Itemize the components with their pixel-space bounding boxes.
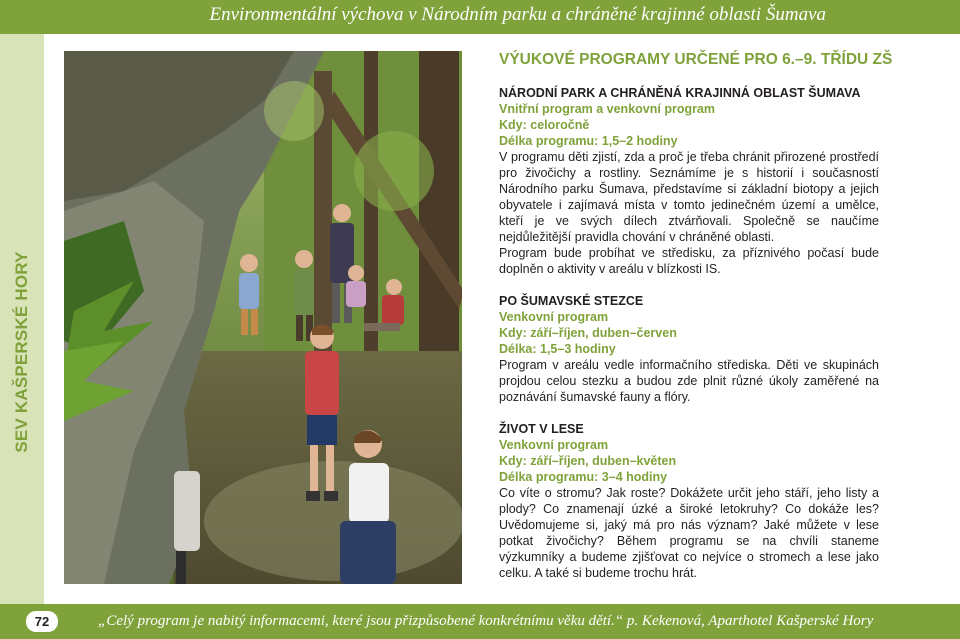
program-section-np-chko (499, 85, 879, 277)
program-type: Venkovní program (499, 310, 609, 324)
program-title: PO ŠUMAVSKÉ STEZCE (499, 294, 644, 308)
program-paragraph: V programu děti zjistí, zda a proč je třeba chránit přirozené prostředí pro živočichy a rostliny. Seznámíme je s historií i současností Národního parku Šumava, představíme si základní biotopy a jejich obyvatele i zajímavá místa v tomto jedinečném území a umělce, kteří je ve svých dílech ztvárňovali. Společně se naučíme nejdůležitější pravidla chování v chráněné oblasti. (499, 150, 879, 244)
program-duration: Délka programu: 3–4 hodiny (499, 470, 668, 484)
program-type: Venkovní program (499, 438, 609, 452)
programs-column (499, 50, 893, 597)
program-title: ŽIVOT V LESE (499, 422, 584, 436)
header-title: Environmentální výchova v Národním parku a chráněné krajinné oblasti Šumava (209, 4, 826, 25)
header-bar (0, 0, 960, 34)
photo-children-at-rock (64, 51, 462, 584)
program-duration: Délka: 1,5–3 hodiny (499, 342, 616, 356)
program-description (499, 357, 879, 405)
program-section-stezka (499, 293, 879, 405)
program-type: Vnitřní program a venkovní program (499, 102, 716, 116)
page-heading: VÝUKOVÉ PROGRAMY URČENÉ PRO 6.–9. TŘÍDU ZŠ (499, 51, 893, 68)
footer-testimonial: „Celý program je nabitý informacemi, které jsou přizpůsobené konkrétnímu věku dětí.“ p. Kekenová, Aparthotel Kašperské Hory (98, 613, 874, 629)
program-when: Kdy: září–říjen, duben–květen (499, 454, 677, 468)
program-duration: Délka programu: 1,5–2 hodiny (499, 134, 678, 148)
program-description (499, 149, 879, 277)
photo-illustration (64, 51, 462, 584)
program-paragraph: Program bude probíhat ve středisku, za příznivého počasí bude doplněn o aktivity v areálu v blízkosti IS. (499, 246, 879, 276)
program-when: Kdy: celoročně (499, 118, 590, 132)
program-title: NÁRODNÍ PARK A CHRÁNĚNÁ KRAJINNÁ OBLAST ŠUMAVA (499, 86, 861, 100)
program-paragraph: Co víte o stromu? Jak roste? Dokážete určit jeho stáří, jeho listy a plody? Co znamenají úzké a široké letokruhy? Co dokáže les? Uvědomujeme si, jaký má pro nás význam? Jaké můžete v lese potkat živočichy? Během programu se na chvíli staneme výzkumníky a budeme zjišťovat co nejvíce o stromech a lese jako celku. A také si budeme trochu hrát. (499, 486, 879, 580)
footer-bar (0, 604, 960, 639)
program-paragraph: Program v areálu vedle informačního střediska. Děti ve skupinách projdou celou stezku a budou zde plnit různé úkoly zaměřené na poznávání šumavské fauny a flóry. (499, 358, 879, 404)
program-description (499, 485, 879, 581)
page-number-badge: 72 (26, 611, 58, 632)
program-when: Kdy: září–říjen, duben–červen (499, 326, 677, 340)
program-section-zivot-v-lese (499, 421, 879, 581)
sidebar-label: SEV KAŠPERSKÉ HORY (12, 251, 31, 453)
sidebar-stripe (0, 34, 44, 604)
